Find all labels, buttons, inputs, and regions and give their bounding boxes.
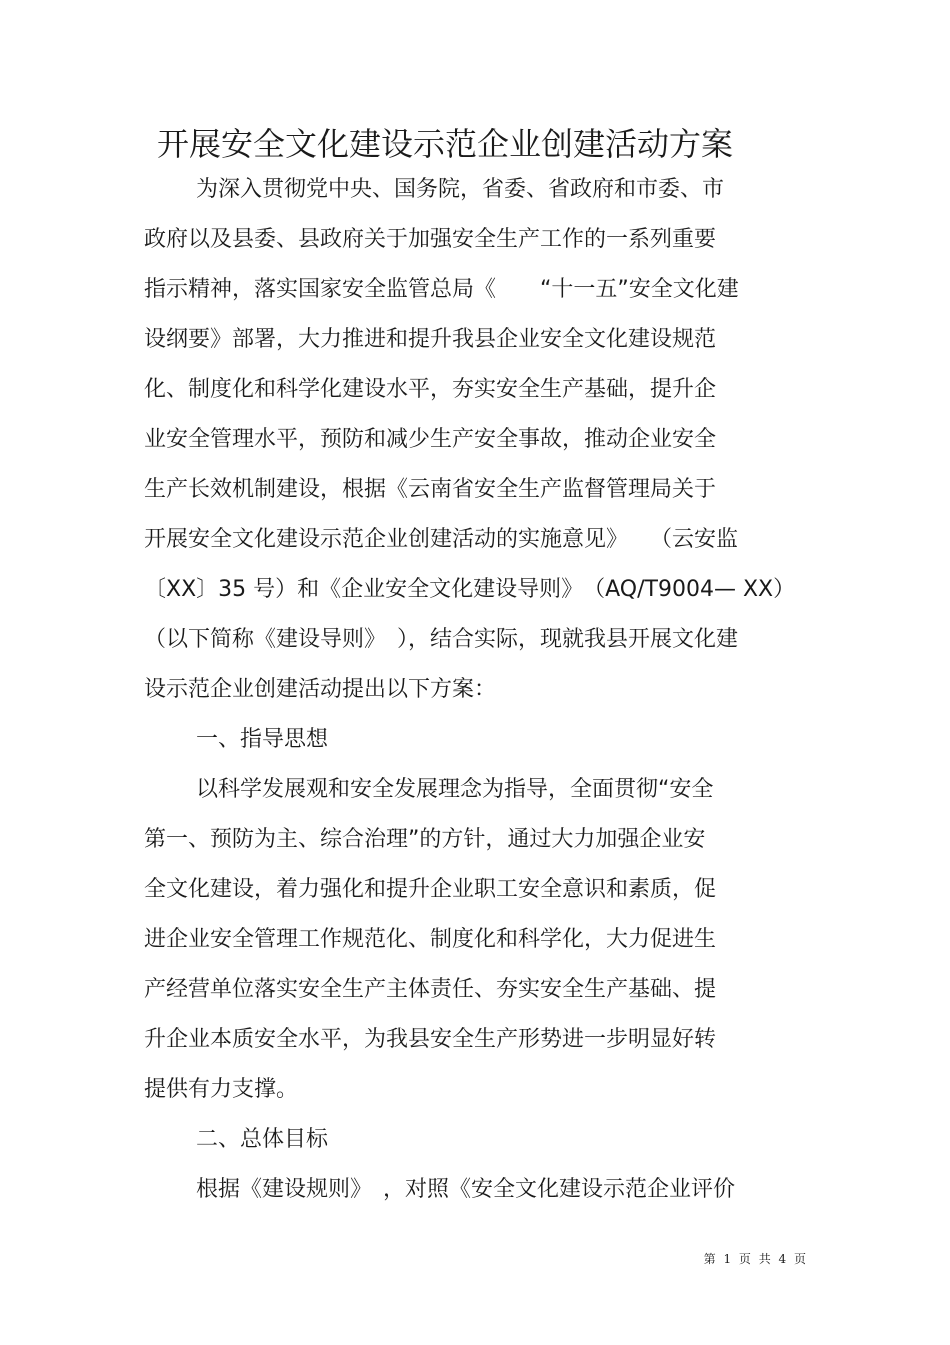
body-line: 根据《建设规则》 ，对照《安全文化建设示范企业评价 [196, 1177, 736, 1202]
body-line: 生产长效机制建设，根据《云南省安全生产监督管理局关于 [144, 477, 717, 502]
body-line: 进企业安全管理工作规范化、制度化和科学化，大力促进生 [144, 927, 717, 952]
body-line: 开展安全文化建设示范企业创建活动的实施意见》 （云安监 [144, 527, 739, 552]
body-line: 化、制度化和科学化建设水平，夯实安全生产基础，提升企 [144, 377, 717, 402]
body-line: 全文化建设，着力强化和提升企业职工安全意识和素质，促 [144, 877, 717, 902]
body-line: 设纲要》部署，大力推进和提升我县企业安全文化建设规范 [144, 327, 717, 352]
body-line: （以下简称《建设导则》 ），结合实际，现就我县开展文化建 [144, 627, 739, 652]
body-line: 以科学发展观和安全发展理念为指导，全面贯彻“安全 [196, 777, 714, 802]
body-line: 第一、预防为主、综合治理”的方针，通过大力加强企业安 [144, 827, 706, 852]
document-title: 开展安全文化建设示范企业创建活动方案 [157, 125, 734, 163]
body-line: 指示精神，落实国家安全监管总局《 “十一五”安全文化建 [144, 277, 739, 302]
body-line: 业安全管理水平，预防和减少生产安全事故，推动企业安全 [144, 427, 717, 452]
section-heading: 一、指导思想 [196, 727, 329, 752]
body-line: 升企业本质安全水平，为我县安全生产形势进一步明显好转 [144, 1027, 717, 1052]
section-heading: 二、总体目标 [196, 1127, 329, 1152]
page-number: 第 1 页 共 4 页 [703, 1252, 806, 1266]
body-line: 〔XX〕35 号）和《企业安全文化建设导则》 （AQ/T9004— XX） [144, 577, 796, 602]
body-line: 设示范企业创建活动提出以下方案： [144, 677, 497, 702]
body-line: 提供有力支撑。 [144, 1077, 299, 1102]
body-line: 为深入贯彻党中央、国务院，省委、省政府和市委、市 [196, 177, 725, 202]
body-line: 政府以及县委、县政府关于加强安全生产工作的一系列重要 [144, 227, 717, 252]
body-line: 产经营单位落实安全生产主体责任、夯实安全生产基础、提 [144, 977, 717, 1002]
